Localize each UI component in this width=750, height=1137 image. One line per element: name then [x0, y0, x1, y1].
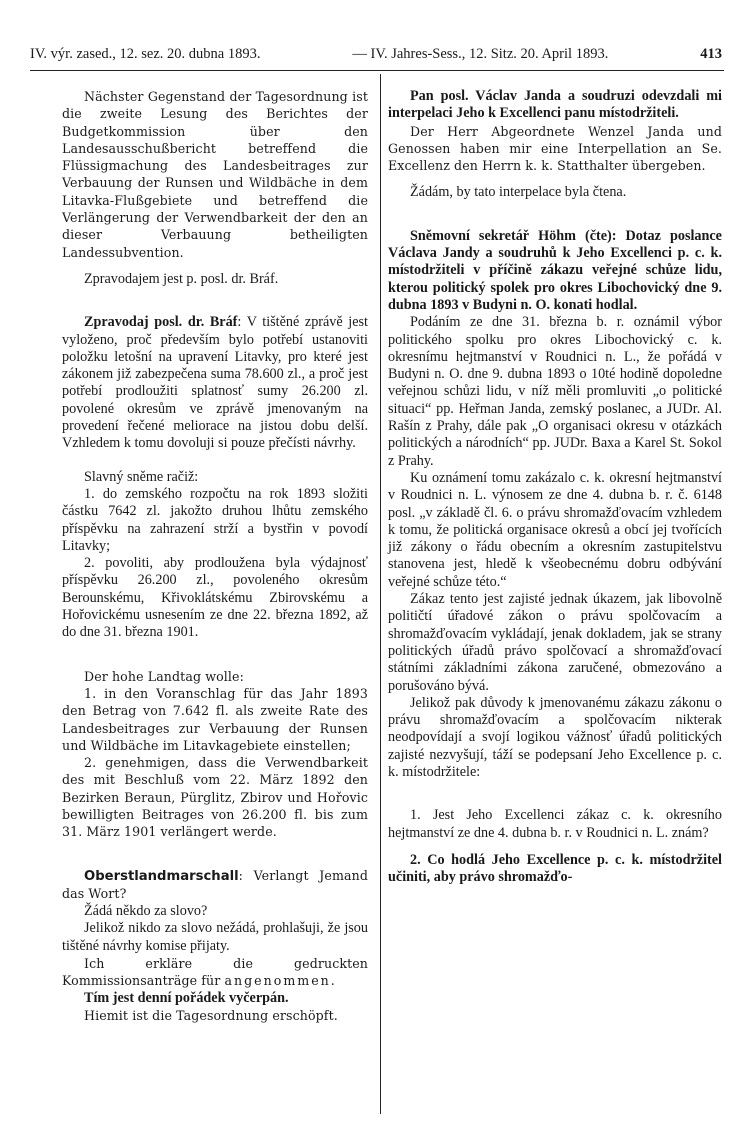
paragraph: Jelikož pak důvody k jmenovanému zákazu zákonu o právu shromažďovacím a spolčovacím nikterak neodpovídají a svojí logikou vážnosť úřadů politických zajisté nezvyšují, táží se podepsaní Jeho Excellence p. c. k. místodržitele: — [388, 694, 722, 780]
speech-text: : V tištěné zprávě jest vyloženo, proč především bylo potřebí ustanoviti položku letošní na upravení Litavky, pro které jest zákonem již zabezpečena suma 78.600 zl., a proč jest potřebí prodloužiti splatnosť sumy 26.200 zl. povolené okresům ve zprávě jmenovaným na provedení řečené meliorace na jistou dobu delší. Vzhledem k tomu dovoluji si pouze přečísti návrhy. — [62, 314, 368, 452]
page-number: 413 — [700, 46, 722, 62]
page-header — [30, 46, 722, 70]
header-rule — [30, 70, 724, 71]
paragraph: Podáním ze dne 31. března b. r. oznámil výbor politického spolku pro okres Libochovický c. k. okresnímu hejtmanství v Roudnici n. L., že pořádá v Budyni n. O. dne 9. dubna 1893 o 10té hodině dopoledne veřejnou schůzi lidu, v níž měli promluviti „o politické situaci“ pp. Heřman Janda, zemský poslanec, a JUDr. Al. Rašín z Prahy, dále pak „O organisaci okresu v otázkách politických a národních“ pp. JUDr. Baxa a Karel St. Sokol z Prahy. — [388, 314, 722, 469]
paragraph — [62, 955, 368, 990]
speech-text: : Verlangt Jemand das Wort? — [62, 867, 368, 901]
header-german: — IV. Jahres-Sess., 12. Sitz. 20. April 1893. — [352, 46, 609, 62]
speech-text: Ich erkläre die gedruckten Kommissionsanträge für — [62, 956, 368, 989]
paragraph: Zpravodajem jest p. posl. dr. Bráf. — [84, 270, 279, 287]
paragraph: Der Herr Abgeordnete Wenzel Janda und Genossen haben mir eine Interpellation an Se. Excellenz den Herrn k. k. Statthalter übergeben. — [388, 123, 722, 174]
paragraph: Tím jest denní pořádek vyčerpán. — [84, 989, 289, 1006]
paragraph: Ku oznámení tomu zakázalo c. k. okresní hejtmanství v Roudnici n. L. výnosem ze dne 4. dubna b. r. č. 6148 posl. „v základě čl. 6. o právu shromažďovacím vzhledem k tomu, že politická organisace okresů a obcí jej tvořících již zákony o řádu obecním a okresním zastupitelstvu stanovena jest, hledě k všeobecnému dobru odbývání veřejné schůze této.“ — [388, 469, 722, 590]
paragraph: Slavný sněme račiž: — [84, 468, 199, 485]
paragraph — [62, 314, 368, 452]
paragraph: 1. do zemského rozpočtu na rok 1893 složiti částku 7642 zl. jakožto druhou lhůtu zemského příspěvku na zahrazení strží a bystřin v povodí Litavky; — [62, 485, 368, 554]
paragraph — [62, 867, 368, 904]
right-column — [388, 88, 722, 886]
paragraph: Nächster Gegenstand der Tagesordnung ist die zweite Lesung des Berichtes der Budgetkommission über den Landesausschußbericht betreffend die Flüssigmachung des Landesbeitrages zur Verbauung der Runsen und Wildbäche in dem Litavka-Flußgebiete und betreffend die Verlängerung der Verwendbarkeit der den an dieser Verbauung betheiligten Landessubvention. — [62, 89, 368, 260]
paragraph: Hiemit ist die Tagesordnung erschöpft. — [84, 1007, 338, 1023]
paragraph: 2. Co hodlá Jeho Excellence p. c. k. místodržitel učiniti, aby právo shromažďo- — [388, 851, 722, 886]
header-czech: IV. výr. zased., 12. sez. 20. dubna 1893. — [30, 46, 261, 62]
paragraph: Zákaz tento jest zajisté jednak úkazem, jak libovolně političtí úřadové zákon o právu spolčovacím a shromažďovacím vykládají, jenak dokladem, jak se strany politických úřadů právo spolčovací a shromažďovací státními základními zákona zaručené, obmezováno a porušováno bývá. — [388, 591, 722, 694]
paragraph: 1. Jest Jeho Excellenci zákaz c. k. okresního hejtmanství ze dne 4. dubna b. r. v Roudnici n. L. znám? — [388, 807, 722, 841]
column-divider — [380, 74, 381, 1114]
paragraph: 1. in den Voranschlag für das Jahr 1893 den Betrag von 7.642 fl. als zweite Rate des Landesbeitrages zur Verbauung der Runsen und Wildbäche im Litavkagebiete einstellen; — [62, 685, 368, 753]
speech-text: angenommen. — [224, 973, 337, 989]
paragraph: 2. povoliti, aby prodloužena byla výdajnosť příspěvku 26.200 zl., povoleného okresům Berounskému, Křivoklátskému Zbirovskému a Hořovickému usnesením ze dne 22. března 1892, až do dne 31. března 1901. — [62, 555, 368, 641]
speech-text: (čte): Dotaz poslance Václava Jandy a soudruhů k Jeho Excellenci p. c. k. místodržiteli v příčině zákazu veřejné schůze lidu, kterou politický spolek pro okres Libochovický dne 9. dubna 1893 v Budyni n. O. konati hodlal. — [388, 227, 722, 313]
paragraph: Pan posl. Václav Janda a soudruzi odevzdali mi interpelaci Jeho k Excellenci panu místodržiteli. — [388, 88, 722, 122]
paragraph: Der hohe Landtag wolle: — [84, 668, 244, 684]
paragraph: Žádá někdo za slovo? — [84, 903, 208, 920]
paragraph: 2. genehmigen, dass die Verwendbarkeit des mit Beschluß vom 22. März 1892 den Bezirken Beraun, Pürglitz, Zbirov und Hořovic bewilligten Beitrages von 26.200 fl. bis zum 31. März 1901 verlängert werde. — [62, 755, 368, 840]
paragraph — [388, 228, 722, 314]
speaker-name: Zpravodaj posl. dr. Bráf — [84, 314, 238, 331]
paragraph: Žádám, by tato interpelace byla čtena. — [410, 184, 627, 201]
speaker-name: Oberstlandmarschall — [84, 868, 239, 884]
left-column — [62, 88, 368, 1024]
paragraph: Jelikož nikdo za slovo nežádá, prohlašuji, že jsou tištěné návrhy komise přijaty. — [62, 920, 368, 954]
speaker-name: Sněmovní sekretář Höhm — [410, 227, 576, 244]
